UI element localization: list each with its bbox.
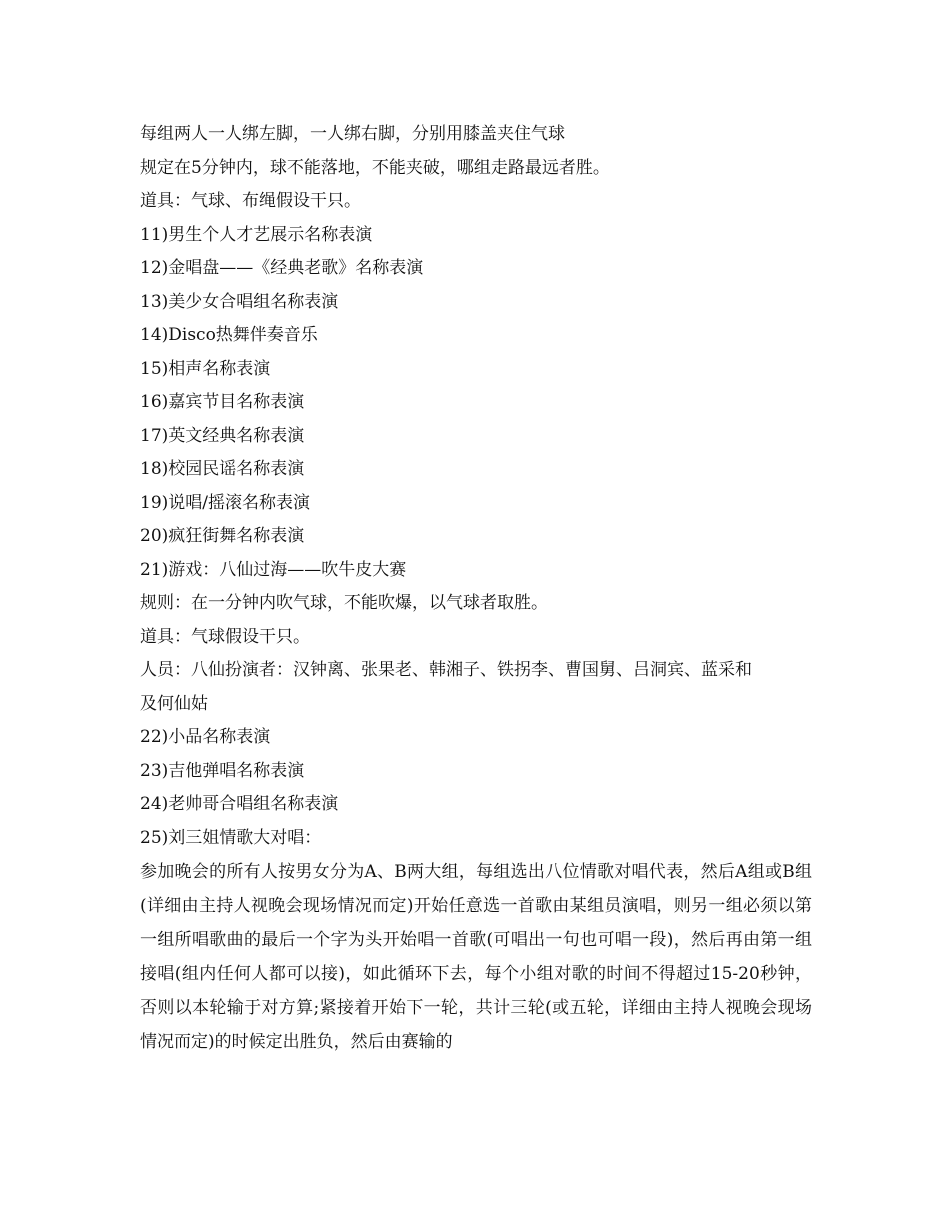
program-item-19: 19)说唱/摇滚名称表演 bbox=[140, 492, 310, 513]
program-item-11: 11)男生个人才艺展示名称表演 bbox=[140, 224, 373, 245]
program-item-25: 25)刘三姐情歌大对唱： bbox=[140, 827, 322, 848]
text-line-game-condition: 规定在5分钟内，球不能落地，不能夹破，哪组走路最远者胜。 bbox=[140, 157, 610, 178]
program-item-12: 12)金唱盘——《经典老歌》名称表演 bbox=[140, 258, 424, 278]
text-line-game-rule: 每组两人一人绑左脚，一人绑右脚，分别用膝盖夹住气球 bbox=[140, 124, 565, 144]
text-line-rules: 规则：在一分钟内吹气球，不能吹爆，以气球者取胜。 bbox=[140, 593, 548, 613]
text-line-cast: 人员：八仙扮演者：汉钟离、张果老、韩湘子、铁拐李、曹国舅、吕洞宾、蓝采和 bbox=[140, 660, 752, 680]
text-line-cast-continued: 及何仙姑 bbox=[140, 693, 208, 714]
duet-rules-paragraph: 参加晚会的所有人按男女分为A、B两大组，每组选出八位情歌对唱代表，然后A组或B组(详细由主持人视晚会现场情况而定)开始任意选一首歌由某组员演唱，则另一组必须以第一组所唱歌曲的最后一个字为头开始唱一首歌(可唱出一句也可唱一段)，然后再由第一组接唱(组内任何人都可以接)，如此循环下去，每个小组对歌的时间不得超过15-20秒钟，否则以本轮输于对方算;紧接着开始下一轮，共计三轮(或五轮，详细由主持人视晚会现场情况而定)的时候定出胜负，然后由赛输的 bbox=[140, 862, 812, 1052]
document-body bbox=[140, 118, 820, 1059]
program-item-15: 15)相声名称表演 bbox=[140, 358, 271, 379]
text-line-props: 道具：气球、布绳假设干只。 bbox=[140, 191, 361, 211]
program-item-17: 17)英文经典名称表演 bbox=[140, 425, 305, 446]
program-item-22: 22)小品名称表演 bbox=[140, 727, 271, 747]
program-item-24: 24)老帅哥合唱组名称表演 bbox=[140, 794, 339, 814]
program-item-20: 20)疯狂街舞名称表演 bbox=[140, 526, 305, 546]
program-item-23: 23)吉他弹唱名称表演 bbox=[140, 760, 305, 781]
program-item-16: 16)嘉宾节目名称表演 bbox=[140, 392, 305, 412]
program-item-14: 14)Disco热舞伴奏音乐 bbox=[140, 325, 318, 345]
text-line-props-balloons: 道具：气球假设干只。 bbox=[140, 626, 310, 647]
program-item-13: 13)美少女合唱组名称表演 bbox=[140, 291, 339, 312]
program-item-18: 18)校园民谣名称表演 bbox=[140, 459, 305, 479]
program-item-21: 21)游戏：八仙过海——吹牛皮大赛 bbox=[140, 559, 407, 580]
